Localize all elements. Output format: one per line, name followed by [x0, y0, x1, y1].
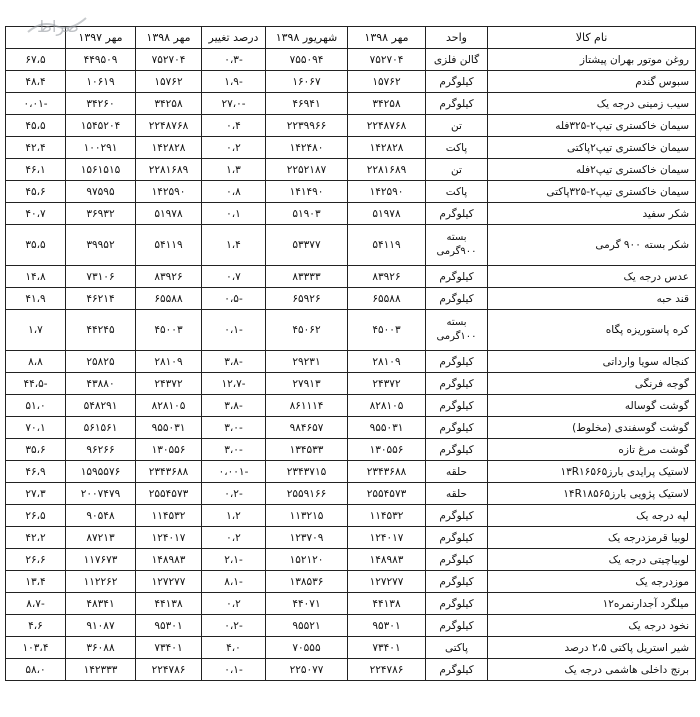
table-row: [6, 288, 696, 310]
cell-annual-change: ۲۶،۶: [6, 549, 66, 571]
cell-percent-change: ۱،۴: [202, 225, 266, 266]
cell-percent-change: -۲۷،۰: [202, 93, 266, 115]
cell-mehr-1398-b: ۹۵۳۰۱: [136, 615, 202, 637]
table-row: [6, 225, 696, 266]
table-row: [6, 115, 696, 137]
cell-mehr-1398: ۲۲۸۱۶۸۹: [348, 159, 426, 181]
cell-mehr-1397: ۹۰۵۴۸: [66, 505, 136, 527]
cell-mehr-1397: ۴۴۲۴۵: [66, 310, 136, 351]
cell-mehr-1398-b: ۸۲۸۱۰۵: [136, 395, 202, 417]
cell-item-name: لوبیا قرمزدرجه یک: [488, 527, 696, 549]
cell-mehr-1397: ۴۸۳۴۱: [66, 593, 136, 615]
watermark-text: صراط: [37, 17, 79, 36]
table-body: [6, 49, 696, 681]
cell-shahrivar-1398: ۱۳۴۵۳۳: [266, 439, 348, 461]
cell-percent-change: -۳،۸: [202, 351, 266, 373]
cell-annual-change: ۵۱،۰: [6, 395, 66, 417]
cell-mehr-1398-b: ۲۲۴۷۸۶: [136, 659, 202, 681]
cell-unit: حلقه: [426, 483, 488, 505]
cell-unit: کیلوگرم: [426, 505, 488, 527]
cell-annual-change: ۴۲،۲: [6, 527, 66, 549]
header-mehr-1398-b: مهر ۱۳۹۸: [136, 27, 202, 49]
cell-mehr-1398-b: ۷۵۲۷۰۴: [136, 49, 202, 71]
cell-shahrivar-1398: ۴۴۰۷۱: [266, 593, 348, 615]
cell-mehr-1397: ۲۰۰۷۴۷۹: [66, 483, 136, 505]
cell-mehr-1397: ۲۵۸۲۵: [66, 351, 136, 373]
cell-shahrivar-1398: ۲۷۹۱۳: [266, 373, 348, 395]
table-row: [6, 395, 696, 417]
site-logo-watermark: [22, 2, 92, 46]
cell-unit: پاکتی: [426, 637, 488, 659]
table-row: [6, 417, 696, 439]
cell-item-name: شیر استریل پاکتی ۲،۵ درصد: [488, 637, 696, 659]
cell-unit: کیلوگرم: [426, 593, 488, 615]
cell-unit: کیلوگرم: [426, 549, 488, 571]
cell-annual-change: ۳۵،۵: [6, 225, 66, 266]
cell-annual-change: -۸،۷: [6, 593, 66, 615]
table-row: [6, 93, 696, 115]
table-row: [6, 266, 696, 288]
cell-mehr-1397: ۱۵۶۱۵۱۵: [66, 159, 136, 181]
header-mehr-1398: مهر ۱۳۹۸: [348, 27, 426, 49]
table-row: [6, 483, 696, 505]
cell-mehr-1398: ۲۳۴۳۶۸۸: [348, 461, 426, 483]
cell-mehr-1398-b: ۱۳۰۵۵۶: [136, 439, 202, 461]
cell-shahrivar-1398: ۵۳۳۷۷: [266, 225, 348, 266]
cell-mehr-1398-b: ۲۴۳۷۲: [136, 373, 202, 395]
cell-mehr-1398: ۲۲۴۷۸۶: [348, 659, 426, 681]
cell-shahrivar-1398: ۷۰۵۵۵: [266, 637, 348, 659]
cell-annual-change: ۴۶،۱: [6, 159, 66, 181]
cell-mehr-1398-b: ۵۴۱۱۹: [136, 225, 202, 266]
cell-unit: تن: [426, 115, 488, 137]
cell-mehr-1398: ۴۴۱۳۸: [348, 593, 426, 615]
cell-shahrivar-1398: ۲۳۴۳۷۱۵: [266, 461, 348, 483]
cell-shahrivar-1398: ۴۶۹۴۱: [266, 93, 348, 115]
cell-unit: کیلوگرم: [426, 373, 488, 395]
cell-shahrivar-1398: ۲۵۵۹۱۶۶: [266, 483, 348, 505]
cell-annual-change: ۴۵،۵: [6, 115, 66, 137]
cell-annual-change: ۴۵،۶: [6, 181, 66, 203]
cell-mehr-1398-b: ۲۲۸۱۶۸۹: [136, 159, 202, 181]
cell-shahrivar-1398: ۱۴۲۴۸۰: [266, 137, 348, 159]
cell-item-name: سبوس گندم: [488, 71, 696, 93]
cell-mehr-1398-b: ۸۳۹۲۶: [136, 266, 202, 288]
cell-mehr-1398: ۹۵۳۰۱: [348, 615, 426, 637]
cell-unit: گالن فلزی: [426, 49, 488, 71]
table-row: [6, 549, 696, 571]
cell-item-name: سیمان خاکستری تیپ۲فله: [488, 159, 696, 181]
header-shahrivar-1398: شهریور ۱۳۹۸: [266, 27, 348, 49]
cell-percent-change: ۰،۲: [202, 593, 266, 615]
cell-mehr-1397: ۹۶۲۶۶: [66, 439, 136, 461]
cell-annual-change: ۷۰،۱: [6, 417, 66, 439]
cell-percent-change: -۰،۰۰۱: [202, 461, 266, 483]
table-row: [6, 203, 696, 225]
header-mehr-1397: مهر ۱۳۹۷: [66, 27, 136, 49]
cell-annual-change: ۴،۶: [6, 615, 66, 637]
cell-unit: بسته ۱۰۰گرمی: [426, 310, 488, 351]
cell-mehr-1397: ۹۱۰۸۷: [66, 615, 136, 637]
cell-unit: کیلوگرم: [426, 527, 488, 549]
cell-mehr-1397: ۸۷۲۱۳: [66, 527, 136, 549]
cell-shahrivar-1398: ۲۹۲۳۱: [266, 351, 348, 373]
cell-mehr-1398: ۱۲۷۲۷۷: [348, 571, 426, 593]
cell-percent-change: -۲،۱: [202, 549, 266, 571]
cell-mehr-1398: ۱۱۴۵۳۲: [348, 505, 426, 527]
cell-mehr-1398: ۱۴۲۸۲۸: [348, 137, 426, 159]
cell-mehr-1398-b: ۴۵۰۰۳: [136, 310, 202, 351]
cell-percent-change: -۳،۰: [202, 439, 266, 461]
cell-percent-change: ۴،۰: [202, 637, 266, 659]
cell-shahrivar-1398: ۸۳۳۳۳: [266, 266, 348, 288]
cell-mehr-1398: ۸۳۹۲۶: [348, 266, 426, 288]
cell-item-name: گوشت گوسفندی (مخلوط): [488, 417, 696, 439]
cell-unit: کیلوگرم: [426, 71, 488, 93]
cell-item-name: سیمان خاکستری تیپ۲-۳۲۵فله: [488, 115, 696, 137]
table-row: [6, 461, 696, 483]
cell-mehr-1397: ۱۰۰۲۹۱: [66, 137, 136, 159]
cell-shahrivar-1398: ۵۱۹۰۳: [266, 203, 348, 225]
cell-annual-change: ۱،۷: [6, 310, 66, 351]
cell-mehr-1398-b: ۲۳۴۳۶۸۸: [136, 461, 202, 483]
cell-unit: کیلوگرم: [426, 288, 488, 310]
cell-mehr-1398: ۷۳۴۰۱: [348, 637, 426, 659]
cell-mehr-1398: ۱۳۰۵۵۶: [348, 439, 426, 461]
cell-mehr-1398: ۲۵۵۴۵۷۳: [348, 483, 426, 505]
cell-annual-change: ۴۲،۴: [6, 137, 66, 159]
cell-mehr-1398: ۵۱۹۷۸: [348, 203, 426, 225]
cell-item-name: میلگرد آجدارنمره۱۲: [488, 593, 696, 615]
cell-unit: کیلوگرم: [426, 93, 488, 115]
cell-shahrivar-1398: ۶۵۹۲۶: [266, 288, 348, 310]
cell-mehr-1397: ۱۱۷۶۷۳: [66, 549, 136, 571]
cell-annual-change: ۲۷،۳: [6, 483, 66, 505]
cell-item-name: لاستیک پرایدی بارز۱۳R۱۶۵۶۵: [488, 461, 696, 483]
cell-item-name: سیب زمینی درجه یک: [488, 93, 696, 115]
cell-mehr-1398: ۷۵۲۷۰۴: [348, 49, 426, 71]
cell-mehr-1397: ۳۹۹۵۲: [66, 225, 136, 266]
cell-shahrivar-1398: ۱۳۸۵۳۶: [266, 571, 348, 593]
cell-unit: کیلوگرم: [426, 266, 488, 288]
cell-unit: پاکت: [426, 181, 488, 203]
cell-mehr-1398: ۱۲۴۰۱۷: [348, 527, 426, 549]
cell-mehr-1397: ۴۳۸۸۰: [66, 373, 136, 395]
cell-shahrivar-1398: ۴۵۰۶۲: [266, 310, 348, 351]
cell-percent-change: ۰،۷: [202, 266, 266, 288]
cell-shahrivar-1398: ۹۸۴۶۵۷: [266, 417, 348, 439]
table-row: [6, 615, 696, 637]
cell-mehr-1397: ۱۴۲۳۳۳: [66, 659, 136, 681]
cell-shahrivar-1398: ۱۵۲۱۲۰: [266, 549, 348, 571]
cell-mehr-1397: ۳۶۹۳۲: [66, 203, 136, 225]
cell-item-name: کنجاله سویا وارداتی: [488, 351, 696, 373]
table-row: [6, 505, 696, 527]
cell-annual-change: ۱۰۳،۴: [6, 637, 66, 659]
cell-item-name: لوبیاچیتی درجه یک: [488, 549, 696, 571]
header-percent-change: درصد تغییر: [202, 27, 266, 49]
cell-mehr-1398-b: ۱۵۷۶۲: [136, 71, 202, 93]
table-row: [6, 71, 696, 93]
table-row: [6, 527, 696, 549]
cell-annual-change: ۲۶،۵: [6, 505, 66, 527]
cell-item-name: سیمان خاکستری تیپ۲-۳۲۵پاکتی: [488, 181, 696, 203]
cell-annual-change: ۴۸،۴: [6, 71, 66, 93]
cell-unit: کیلوگرم: [426, 659, 488, 681]
cell-mehr-1398: ۲۸۱۰۹: [348, 351, 426, 373]
cell-annual-change: ۱۴،۸: [6, 266, 66, 288]
header-name: نام کالا: [488, 27, 696, 49]
cell-mehr-1398-b: ۳۴۲۵۸: [136, 93, 202, 115]
cell-item-name: کره پاستوریزه پگاه: [488, 310, 696, 351]
cell-mehr-1398-b: ۱۱۴۵۳۲: [136, 505, 202, 527]
table-row: [6, 49, 696, 71]
cell-mehr-1398-b: ۱۴۲۸۲۸: [136, 137, 202, 159]
cell-item-name: شکر سفید: [488, 203, 696, 225]
cell-annual-change: ۴۰،۷: [6, 203, 66, 225]
cell-percent-change: ۰،۴: [202, 115, 266, 137]
cell-mehr-1398-b: ۱۲۷۲۷۷: [136, 571, 202, 593]
cell-annual-change: -۰،۰۱: [6, 93, 66, 115]
cell-mehr-1398-b: ۷۳۴۰۱: [136, 637, 202, 659]
cell-shahrivar-1398: ۲۲۵۲۱۸۷: [266, 159, 348, 181]
cell-unit: کیلوگرم: [426, 571, 488, 593]
cell-mehr-1398: ۱۴۸۹۸۳: [348, 549, 426, 571]
cell-shahrivar-1398: ۱۱۳۲۱۵: [266, 505, 348, 527]
cell-percent-change: -۰،۱: [202, 659, 266, 681]
table-row: [6, 310, 696, 351]
cell-percent-change: ۰،۸: [202, 181, 266, 203]
cell-mehr-1397: ۴۴۹۵۰۹: [66, 49, 136, 71]
cell-item-name: قند حبه: [488, 288, 696, 310]
cell-shahrivar-1398: ۲۲۳۹۹۶۶: [266, 115, 348, 137]
cell-item-name: لپه درجه یک: [488, 505, 696, 527]
cell-mehr-1397: ۹۷۵۹۵: [66, 181, 136, 203]
cell-item-name: برنج داخلی هاشمی درجه یک: [488, 659, 696, 681]
cell-item-name: روغن موتور بهران پیشتاز: [488, 49, 696, 71]
table-row: [6, 571, 696, 593]
cell-item-name: نخود درجه یک: [488, 615, 696, 637]
cell-mehr-1398: ۹۵۵۰۳۱: [348, 417, 426, 439]
cell-shahrivar-1398: ۲۲۵۰۷۷: [266, 659, 348, 681]
table-row: [6, 659, 696, 681]
table-row: [6, 637, 696, 659]
cell-annual-change: ۸،۸: [6, 351, 66, 373]
cell-unit: کیلوگرم: [426, 395, 488, 417]
cell-shahrivar-1398: ۸۶۱۱۱۴: [266, 395, 348, 417]
cell-percent-change: ۰،۲: [202, 137, 266, 159]
cell-mehr-1397: ۴۶۲۱۴: [66, 288, 136, 310]
cell-mehr-1398-b: ۶۵۵۸۸: [136, 288, 202, 310]
cell-item-name: لاستیک پژویی بارز۱۴R۱۸۵۶۵: [488, 483, 696, 505]
cell-percent-change: ۱،۳: [202, 159, 266, 181]
cell-mehr-1397: ۱۱۲۲۶۲: [66, 571, 136, 593]
cell-mehr-1398-b: ۹۵۵۰۳۱: [136, 417, 202, 439]
cell-mehr-1397: ۷۳۱۰۶: [66, 266, 136, 288]
cell-unit: کیلوگرم: [426, 439, 488, 461]
cell-annual-change: ۳۵،۶: [6, 439, 66, 461]
cell-percent-change: -۰،۲: [202, 615, 266, 637]
cell-mehr-1398: ۱۴۲۵۹۰: [348, 181, 426, 203]
cell-unit: کیلوگرم: [426, 203, 488, 225]
cell-mehr-1398-b: ۲۵۵۴۵۷۳: [136, 483, 202, 505]
price-comparison-table: [5, 26, 696, 681]
cell-shahrivar-1398: ۱۶۰۶۷: [266, 71, 348, 93]
cell-mehr-1397: ۵۶۱۵۶۱: [66, 417, 136, 439]
cell-percent-change: -۰،۵: [202, 288, 266, 310]
cell-mehr-1398: ۲۲۴۸۷۶۸: [348, 115, 426, 137]
cell-mehr-1398-b: ۲۸۱۰۹: [136, 351, 202, 373]
table-row: [6, 159, 696, 181]
cell-mehr-1398: ۱۵۷۶۲: [348, 71, 426, 93]
cell-percent-change: -۰،۲: [202, 483, 266, 505]
cell-shahrivar-1398: ۱۴۱۴۹۰: [266, 181, 348, 203]
cell-item-name: گوشت مرغ تازه: [488, 439, 696, 461]
cell-mehr-1398: ۳۴۲۵۸: [348, 93, 426, 115]
cell-percent-change: ۰،۱: [202, 203, 266, 225]
cell-mehr-1398: ۲۴۳۷۲: [348, 373, 426, 395]
cell-annual-change: -۴۴،۵: [6, 373, 66, 395]
cell-percent-change: ۱،۲: [202, 505, 266, 527]
cell-shahrivar-1398: ۷۵۵۰۹۴: [266, 49, 348, 71]
cell-unit: کیلوگرم: [426, 615, 488, 637]
cell-mehr-1397: ۳۶۰۸۸: [66, 637, 136, 659]
cell-mehr-1398: ۸۲۸۱۰۵: [348, 395, 426, 417]
cell-mehr-1398: ۵۴۱۱۹: [348, 225, 426, 266]
cell-annual-change: ۴۱،۹: [6, 288, 66, 310]
cell-mehr-1397: ۱۰۶۱۹: [66, 71, 136, 93]
cell-item-name: موزدرجه یک: [488, 571, 696, 593]
cell-mehr-1398: ۶۵۵۸۸: [348, 288, 426, 310]
cell-mehr-1398-b: ۵۱۹۷۸: [136, 203, 202, 225]
cell-unit: کیلوگرم: [426, 351, 488, 373]
table-row: [6, 439, 696, 461]
cell-annual-change: ۵۸،۰: [6, 659, 66, 681]
table-header-row: [6, 27, 696, 49]
cell-mehr-1397: ۳۴۲۶۰: [66, 93, 136, 115]
table-row: [6, 181, 696, 203]
cell-annual-change: ۱۳،۴: [6, 571, 66, 593]
cell-annual-change: ۶۷،۵: [6, 49, 66, 71]
cell-item-name: شکر بسته ۹۰۰ گرمی: [488, 225, 696, 266]
cell-percent-change: -۰،۳: [202, 49, 266, 71]
cell-unit: بسته ۹۰۰گرمی: [426, 225, 488, 266]
cell-mehr-1397: ۵۴۸۲۹۱: [66, 395, 136, 417]
table-row: [6, 351, 696, 373]
table-row: [6, 137, 696, 159]
header-unit: واحد: [426, 27, 488, 49]
cell-unit: کیلوگرم: [426, 417, 488, 439]
cell-mehr-1398-b: ۲۲۴۸۷۶۸: [136, 115, 202, 137]
cell-mehr-1397: ۱۵۴۵۲۰۴: [66, 115, 136, 137]
cell-annual-change: ۴۶،۹: [6, 461, 66, 483]
cell-percent-change: -۱،۹: [202, 71, 266, 93]
table-row: [6, 593, 696, 615]
cell-item-name: گوجه فرنگی: [488, 373, 696, 395]
cell-percent-change: -۱۲،۷: [202, 373, 266, 395]
table-row: [6, 373, 696, 395]
cell-percent-change: -۰،۱: [202, 310, 266, 351]
cell-item-name: سیمان خاکستری تیپ۲پاکتی: [488, 137, 696, 159]
cell-percent-change: -۳،۸: [202, 395, 266, 417]
cell-mehr-1398-b: ۱۴۲۵۹۰: [136, 181, 202, 203]
cell-percent-change: -۸،۱: [202, 571, 266, 593]
cell-percent-change: -۳،۰: [202, 417, 266, 439]
cell-mehr-1398-b: ۱۴۸۹۸۳: [136, 549, 202, 571]
cell-mehr-1398-b: ۴۴۱۳۸: [136, 593, 202, 615]
cell-unit: پاکت: [426, 137, 488, 159]
cell-item-name: عدس درجه یک: [488, 266, 696, 288]
cell-unit: تن: [426, 159, 488, 181]
cell-mehr-1398-b: ۱۲۴۰۱۷: [136, 527, 202, 549]
cell-mehr-1397: ۱۵۹۵۵۷۶: [66, 461, 136, 483]
cell-shahrivar-1398: ۹۵۵۲۱: [266, 615, 348, 637]
cell-shahrivar-1398: ۱۲۳۷۰۹: [266, 527, 348, 549]
cell-mehr-1398: ۴۵۰۰۳: [348, 310, 426, 351]
cell-unit: حلقه: [426, 461, 488, 483]
cell-percent-change: ۰،۲: [202, 527, 266, 549]
cell-item-name: گوشت گوساله: [488, 395, 696, 417]
